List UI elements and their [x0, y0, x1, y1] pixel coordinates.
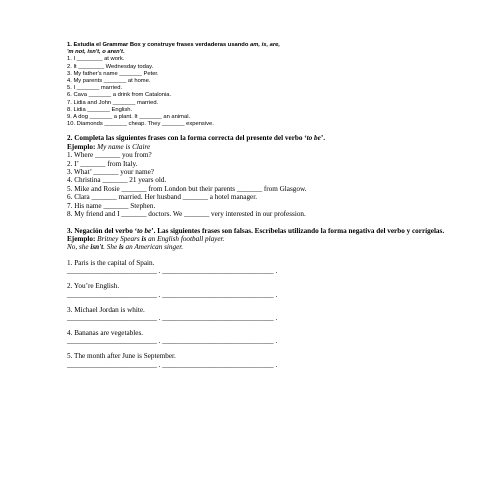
answer-line[interactable]: _________________________ . _______________________________ . [67, 313, 278, 322]
example-bold: isn't [90, 243, 104, 252]
list-item: 4. My parents _______ at home. [67, 78, 151, 85]
section-2 [67, 134, 447, 218]
item-prompt: 4. Bananas are vegetables. [67, 328, 144, 337]
example-text: an American singer. [123, 243, 184, 252]
list-item: 6. Clara _______ married. Her husband _______ a hotel manager. [67, 193, 258, 202]
title-text: 2. Completa las siguientes frases con la forma correcta del presente del verbo ‘ [67, 134, 307, 143]
example-label: Ejemplo: [67, 142, 96, 151]
exercise-item [67, 282, 447, 298]
list-item: 5. Mike and Rosie _______ from London but their parents _______ from Glasgow. [67, 184, 307, 193]
list-item: 8. My friend and I _______ doctors. We _______ very interested in our profession. [67, 210, 306, 219]
list-item: 4. Christina _______ 21 years old. [67, 176, 167, 185]
list-item: 7. Lidia and John _______ married. [67, 99, 159, 106]
exercise-item [67, 329, 447, 345]
item-prompt: 5. The month after June is September. [67, 352, 176, 361]
title-italic: to be [306, 134, 321, 143]
title-italic: to be [137, 226, 152, 235]
answer-line[interactable]: _________________________ . _______________________________ . [67, 337, 278, 346]
list-item: 6. Cava _______ a drink from Catalonia. [67, 92, 172, 99]
section-1 [67, 42, 447, 128]
list-item: 8. Lidia _______ English. [67, 106, 133, 113]
answer-line[interactable]: _________________________ . _______________________________ . [67, 360, 278, 369]
example-bold: is [118, 243, 124, 252]
title-text: . [123, 49, 125, 56]
section-2-title [67, 134, 447, 142]
exercise-item [67, 306, 447, 322]
title-text: 1. Estudia el Grammar Box y construye frases verdaderas usando [67, 42, 251, 48]
title-text: ’. Las siguientes frases son falsas. Escríbelas utilizando la forma negativa del verbo y corrígelas. [151, 226, 445, 235]
example-text: an English football player. [146, 234, 225, 243]
list-item: 10. Diamonds _______ cheap. They _______ expensive. [67, 121, 214, 128]
list-item: 5. I _______ married. [67, 85, 123, 92]
item-prompt: 3. Michael Jordan is white. [67, 305, 145, 314]
example [67, 143, 447, 151]
item-prompt: 2. You’re English. [67, 282, 120, 291]
title-text: 3. Negación del verbo ‘ [67, 226, 138, 235]
example-line-1 [97, 235, 224, 243]
title-italic: am, is, are, [250, 42, 280, 48]
list-item: 2. I’ _______ from Italy. [67, 159, 138, 168]
list-item: 1. Where _______ you from? [67, 151, 152, 160]
exercise-item [67, 352, 447, 368]
section-1-title [67, 42, 447, 56]
example [67, 235, 447, 243]
list-item: 2. It ________ Wednesday today. [67, 63, 154, 70]
worksheet [67, 42, 447, 369]
answer-line[interactable]: _________________________ . _______________________________ . [67, 290, 278, 299]
example-text: My name is Claire [97, 142, 151, 151]
list-item: 3. What’ _______ your name? [67, 168, 154, 177]
list-item: 3. My father's name _______ Peter. [67, 70, 159, 77]
example-text: No, she [67, 243, 91, 252]
example-line-2 [67, 243, 447, 251]
title-text: ’. [320, 134, 326, 143]
example-text: Britney Spears [97, 234, 142, 243]
item-prompt: 1. Paris is the capital of Spain. [67, 258, 155, 267]
section-3-title [67, 227, 447, 235]
list-item: 9. A dog _______ a plant. It _______ an animal. [67, 114, 191, 121]
example-text: . She [103, 243, 119, 252]
example-bold: is [141, 234, 147, 243]
example-label: Ejemplo: [67, 234, 96, 243]
list-item: 7. His name _______ Stephen. [67, 201, 156, 210]
exercise-item [67, 259, 447, 275]
list-item: 1. I ________ at work. [67, 56, 125, 63]
title-italic: 'm not, isn't, o aren't [67, 49, 123, 56]
answer-line[interactable]: _________________________ . _______________________________ . [67, 267, 278, 276]
section-3 [67, 227, 447, 369]
